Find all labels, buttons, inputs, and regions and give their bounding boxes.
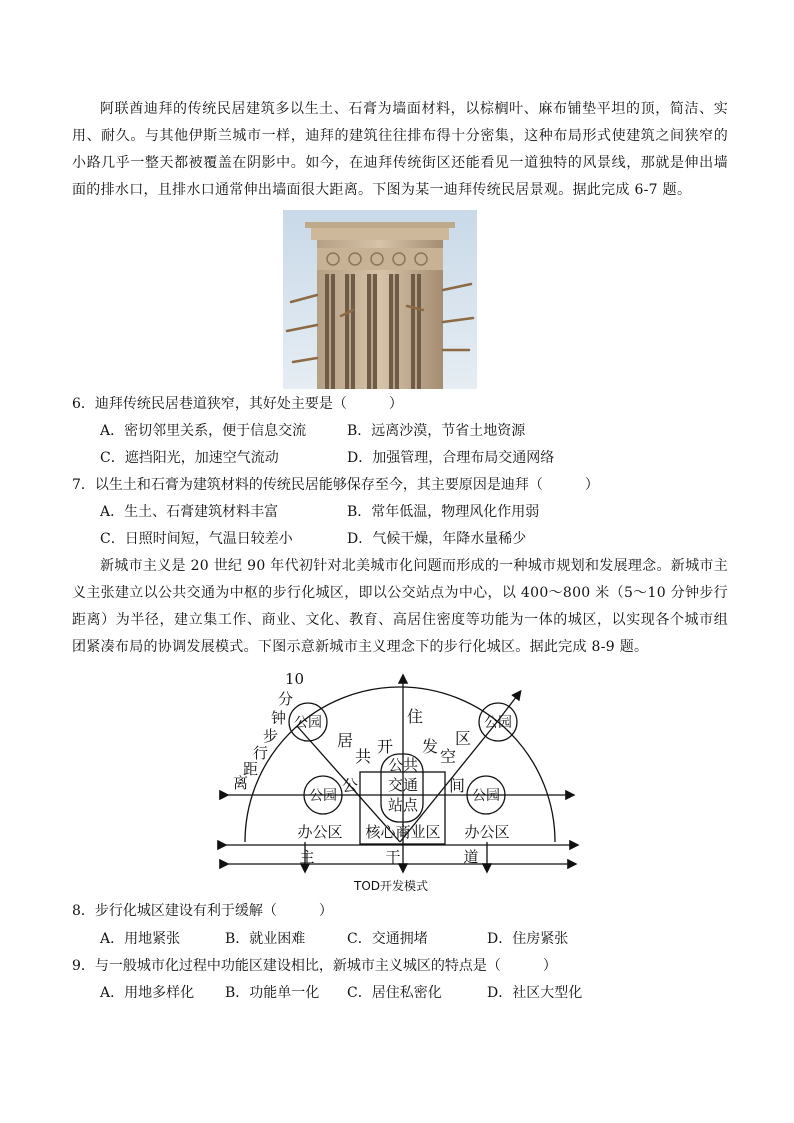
residential-char-1: 居 [336,731,354,750]
road-char-2: 干 [385,848,401,866]
q9-option-b[interactable]: B．功能单一化 [225,985,320,1001]
q8-option-a[interactable]: A．用地紧张 [100,931,181,947]
walk-label-2: 钟 [271,709,287,727]
q9-option-d[interactable]: D．社区大型化 [487,985,583,1001]
walk-label-1: 分 [278,690,294,708]
dubai-wind-tower-photo [283,210,477,389]
core-business-label: 核心商业区 [365,823,441,841]
walk-label-4: 行 [253,744,269,762]
question-9-stem: 9．与一般城市化过程中功能区建设相比，新城市主义城区的特点是（ ） [72,958,557,974]
public-space-char-3: 发 [421,737,439,756]
residential-char-3: 区 [454,729,472,748]
question-8-stem: 8．步行化城区建设有利于缓解（ ） [72,903,333,919]
q9-option-c[interactable]: C．居住私密化 [347,985,442,1001]
question-6-stem: 6．迪拜传统民居巷道狭窄，其好处主要是（ ） [72,396,403,412]
q7-option-b[interactable]: B．常年低温，物理风化作用弱 [347,504,540,520]
public-space-char-5: 间 [448,776,466,795]
q7-option-c[interactable]: C．日照时间短，气温日较差小 [100,531,293,547]
q6-option-d[interactable]: D．加强管理，合理布局交通网络 [347,450,555,466]
station-line-2: 交通 [387,776,419,794]
q8-option-c[interactable]: C．交通拥堵 [347,931,428,947]
office-right-label: 办公区 [464,823,510,841]
office-left-label: 办公区 [297,823,343,841]
walk-label-3: 步 [263,727,279,745]
station-line-1: 公共 [387,756,419,774]
station-line-3: 站点 [387,796,419,814]
residential-char-2: 住 [406,707,424,726]
park-label-right: 公园 [472,788,500,804]
public-space-char-6: 公 [341,776,359,795]
road-char-1: 主 [299,848,315,866]
tod-diagram [205,664,590,896]
walk-label-6: 离 [233,774,249,792]
walk-label-5: 距 [243,760,259,778]
park-label-top-right: 公园 [484,715,512,731]
q6-option-b[interactable]: B．远离沙漠，节省土地资源 [347,423,526,439]
passage-dubai: 阿联酋迪拜的传统民居建筑多以生土、石膏为墙面材料，以棕榈叶、麻布铺垫平坦的顶，简洁、实用、耐久。与其他伊斯兰城市一样，迪拜的建筑往往排布得十分密集，这种布局形式使建筑之间狭窄的小路几乎一整天都被覆盖在阴影中。如今，在迪拜传统街区还能看见一道独特的风景线，那就是伸出墙面的排水口，且排水口通常伸出墙面很大距离。下图为某一迪拜传统民居景观。据此完成 6-7 题。 [72,101,728,198]
public-space-char-2: 开 [376,737,394,756]
passage-new-urbanism: 新城市主义是 20 世纪 90 年代初针对北美城市化问题而形成的一种城市规划和发展理念。新城市主义主张建立以公共交通为中枢的步行化城区，即以公交站点为中心，以 400～800 米（5～10 分钟步行距离）为半径，建立集工作、商业、文化、教育、高居住密度等功能为一体的城区，以实现各个城市组团紧凑布局的协调发展模式。下图示意新城市主义理念下的步行化城区。据此完成 8-9 题。 [72,558,728,655]
q6-option-a[interactable]: A．密切邻里关系，便于信息交流 [100,423,307,439]
park-label-left: 公园 [309,788,337,804]
q8-option-d[interactable]: D．住房紧张 [487,931,569,947]
question-7-stem: 7．以生土和石膏为建筑材料的传统民居能够保存至今，其主要原因是迪拜（ ） [72,477,599,493]
q7-option-a[interactable]: A．生土、石膏建筑材料丰富 [100,504,279,520]
diagram-caption: TOD开发模式 [354,879,429,893]
public-space-char-4: 空 [439,747,457,766]
q8-option-b[interactable]: B．就业困难 [225,931,306,947]
q9-option-a[interactable]: A．用地多样化 [100,985,195,1001]
park-label-top-left: 公园 [294,715,322,731]
road-char-3: 道 [463,848,479,866]
q6-option-c[interactable]: C．遮挡阳光，加速空气流动 [100,450,279,466]
q7-option-d[interactable]: D．气候干燥，年降水量稀少 [347,531,527,547]
public-space-char-1: 共 [354,747,372,766]
walk-label-0: 10 [285,670,305,688]
